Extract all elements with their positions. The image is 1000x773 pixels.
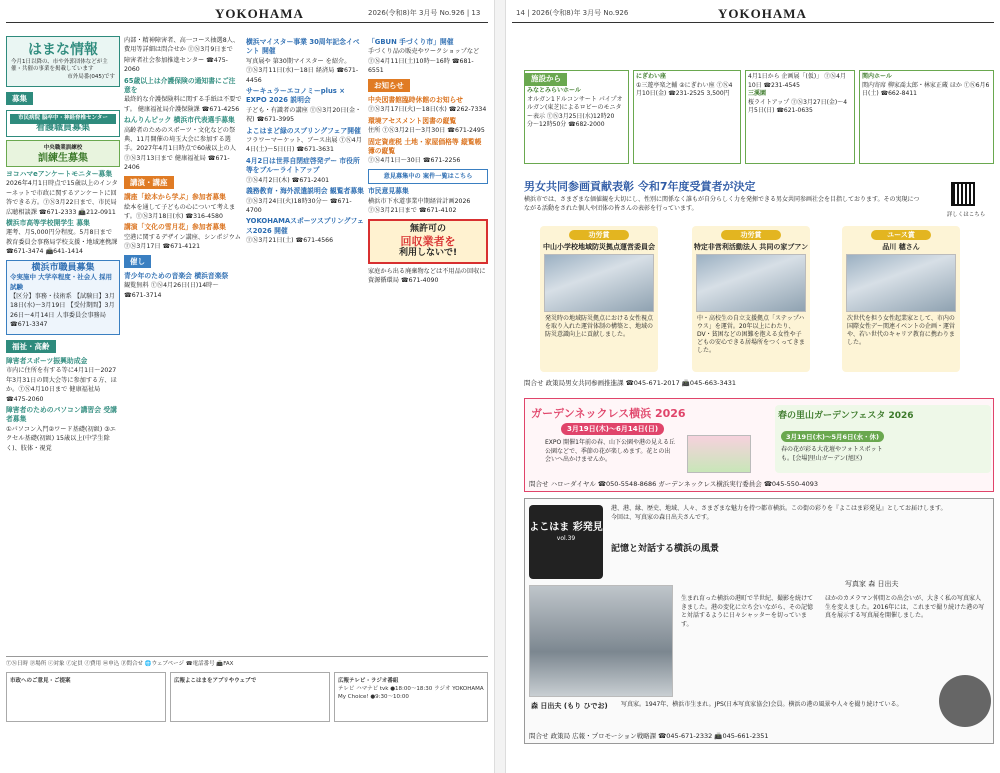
series-lead: 港、港、縁、歴史、地域、人々、さまざまな魅力を持つ都市横浜。この街の彩りを『よこはま彩発見』としてお届けします。今回は、写真家の森日出夫さんです。	[611, 505, 947, 521]
author-bio: 写真家。1947年、横浜市生まれ。JPS(日本写真家協会)会員。横浜の港の風景や人々を撮り続けている。	[621, 701, 903, 708]
item-title: サーキュラーエコノミーplus × EXPO 2026 説明会	[246, 87, 345, 105]
ad-line: 無許可の	[409, 223, 446, 234]
item-body: 家庭から出る廃棄物などは不用品の回収に 資源循環局 ☎671-4090	[368, 267, 486, 284]
cityscape-photo	[529, 585, 673, 697]
author-caption: 森 日出夫 (もり ひでお)	[531, 702, 608, 710]
item-body: ⓉⓃ4月2日(木) ☎671-2401	[246, 176, 330, 184]
item-body: ⓉⓃ3月21日(土) ☎671-4566	[246, 237, 334, 245]
award-name: 品川 穂さん	[882, 243, 920, 251]
item-title: 講演「文化の雪月花」参加者募集	[124, 223, 226, 232]
garden-desc: 春の花が彩る大花壇やフォトスポットも。[会場]里山ガーデン(旭区)	[781, 446, 883, 462]
garden-desc: EXPO 開催1年前の春、山下公園や港の見える丘公園などで、季節の花が楽しめます。花との出会いへ出かけませんか。	[545, 439, 675, 463]
award-label: 功労賞	[721, 230, 781, 240]
item-title: 横浜市高等学校開学生 募集	[6, 219, 90, 228]
garden-title: ガーデンネックレス横浜 2026	[531, 407, 686, 420]
item-title: よこはまど緑のスプリングフェア開催	[246, 126, 361, 135]
banner-title: 看護職員募集	[35, 122, 90, 133]
column-4	[368, 36, 488, 648]
item-title: 障害者のためのパソコン講習会 受講者募集	[6, 405, 117, 424]
nurse-recruit-banner[interactable]	[6, 110, 120, 137]
item-title: 障害者スポーツ振興助成金	[6, 356, 88, 365]
facility-body: オルガン1ドルコンサート パイプオルガン(東芝)によるロビーのモニター表示 ⓉⓃ3月25日(水)12時20分〜12時50分 ☎682-2000	[527, 95, 623, 128]
award-desc: 発災時の地域防災拠点における女性視点を取り入れた運営体制の構築と、地域の防災意識向上に貢献しました。	[545, 315, 654, 338]
garden-mascot	[687, 435, 751, 473]
item-body: 住所 ⓉⓃ3月2日〜3月30日 ☎671-2495	[368, 127, 485, 135]
section-seminar: 講演・講座	[124, 176, 174, 189]
item-body: ⓉⓃ4月1日〜30日 ☎671-2256	[368, 157, 461, 165]
item-title: 「GBUN 手づくり市」開催	[368, 38, 454, 46]
series-author: 写真家 森 日出夫	[845, 580, 899, 588]
facility-title: 関内ホール	[862, 73, 892, 80]
page-header-logo: YOKOHAMA	[215, 6, 304, 21]
garden-title: 春の里山ガーデンフェスタ 2026	[778, 411, 914, 421]
logo-sub: 市外局番(045)です	[67, 74, 115, 80]
item-body: 空港に関するデザイン講座、シンポジウム ⓉⓃ3月17日 ☎671-4121	[124, 233, 241, 251]
award-name: 特定非営利活動法人 共同の家プアン	[693, 243, 809, 251]
series-title: 記憶と対話する横浜の風景	[611, 544, 720, 554]
banner-head: 中央職業訓練校	[43, 145, 83, 152]
item-title: 青少年のための音楽会 横浜音楽祭	[124, 271, 229, 280]
award-card-1	[540, 226, 658, 372]
item-body: 写真展や 第30期マイスター を紹介。ⓉⓃ3月11日(水)〜18日 経済局 ☎671-4456	[246, 57, 359, 84]
award-label: 功労賞	[569, 230, 629, 240]
item-title: 義務教育・海外派遣説明会 観覧者募集	[246, 187, 364, 196]
award-card-3	[842, 226, 960, 372]
item-title: YOKOHAMAスポーツスプリングフェス2026 開催	[246, 217, 364, 235]
column-3	[246, 36, 364, 648]
item-body: 最終的な介護保険料に関する手紙は不要です。 健康福祉局介護保険課 ☎671-4256	[124, 96, 242, 113]
item-body: 市内に住所を有する等に4月1日〜2027年3月31日の間大会等に参加する方、ほか。ⓉⓃ4月10日まで 健康福祉局 ☎475-2060	[6, 367, 117, 403]
footer-title: 広報テレビ・ラジオ番組	[338, 678, 399, 684]
column-1	[6, 36, 120, 648]
ad-subtitle: 令実施中 大学卒程度・社会人 採用試験	[10, 273, 113, 291]
banner-title: 訓練生募集	[38, 152, 88, 164]
banner-head: 市民病院 脳卒中・神経脊椎センター	[10, 114, 116, 123]
item-body: 高齢者のためのスポーツ・文化などの祭典、11月開催の埼玉大会に参加する選手。2027年4月1日時点で60歳以上の人 ⓉⓃ3月13日まで 健康福祉局 ☎671-2406	[124, 126, 236, 172]
item-body: 障害者社会参加推進センター ☎475-2060	[124, 56, 228, 74]
author-portrait	[939, 675, 991, 727]
section-notice: お知らせ	[368, 79, 410, 92]
garden-date: 3月19日(木)〜5月6日(水・休)	[781, 431, 884, 442]
ad-line: 回収業者を	[400, 234, 456, 248]
item-title: 横浜マイスター事業 30周年記念イベント 開催	[246, 38, 360, 56]
header-rule	[512, 22, 994, 23]
award-photo	[846, 254, 956, 312]
ad-body: 【区分】事務・技術系 【試験日】3月18日(水)〜3月19日 【受付期間】3月26日〜4月14日 人事委員会事務局 ☎671-3347	[10, 292, 115, 329]
facility-body: ①三遊亭楽之輔 ②にぎわい座 ⓉⓃ4月10日(金) ☎231-2525 3,500円	[636, 81, 733, 97]
item-body: 観覧無料 ⓉⓃ4月26日(日)14時〜 ☎671-3714	[124, 282, 219, 299]
award-photo	[544, 254, 654, 312]
item-title: 講座「絵本から学ぶ」参加者募集	[124, 193, 226, 202]
facility-sankeien	[745, 70, 855, 164]
item-title: ねんりんピック 横浜市代表選手募集	[124, 116, 235, 125]
item-body: ①パソコン入門②ワード基礎(初級) ③エクセル基礎(初級) 15歳以上(中学生除く)、肢体・視覚	[6, 425, 116, 452]
hama-info-logo-box	[6, 36, 120, 87]
public-comment-link[interactable]: 意見募集中の 案件一覧はこちら	[368, 169, 488, 184]
item-body: ⓉⓃ3月17日(火)〜18日(水) ☎262-7334	[368, 106, 487, 114]
page-header-logo: YOKOHAMA	[718, 6, 807, 21]
facility-body: 桜ライトアップ ⓉⓃ3月27日(金)〜4月5日(日) ☎621-0635	[748, 98, 848, 114]
item-title: 中央図書館臨時休館のお知らせ	[368, 96, 463, 105]
logo-note: 今月1日以降の、市や外郭団体などが主催・共催の事業を掲載しています	[11, 59, 108, 72]
award-name: 中山小学校地域防災拠点運営委員会	[543, 243, 655, 251]
facility-title: みなとみらいホール	[527, 87, 581, 94]
facility-minatomirai	[524, 70, 629, 164]
footer-title: 市政へのご意見・ご提案	[10, 678, 71, 684]
award-contact	[524, 378, 736, 387]
item-body: 内部・精神障害者、高一コース抽選8人、費用等詳細は問合せか ⓉⓃ3月9日まで	[124, 37, 240, 54]
illegal-collector-ad	[368, 219, 488, 264]
award-photo	[696, 254, 806, 312]
header-rule	[6, 22, 488, 23]
item-title: 市民意見募集	[368, 187, 409, 196]
issue-number: 14 | 2026(令和8)年 3月号 No.926	[516, 9, 629, 17]
section-welfare: 福祉・高齢	[6, 340, 56, 353]
section-facility: 施設から	[525, 73, 567, 86]
facility-nigiwaiza	[633, 70, 741, 164]
footer-body: テレビ ハマナビ tvk ●18:00〜18:30 ラジオ YOKOHAMA My Choice! ●9:30〜10:00	[338, 686, 484, 700]
facility-title: 三溪園	[748, 90, 767, 97]
ad-title: 横浜市職員募集	[31, 262, 95, 273]
footer-opinion	[6, 672, 166, 722]
garden-section	[524, 398, 994, 492]
item-body: 横浜市下水道事業中期経営計画2026 ⓉⓃ3月21日まで ☎671-4102	[368, 197, 471, 215]
series-logo	[529, 505, 603, 579]
column-2	[124, 36, 242, 648]
series-body: ほかのカメラマン仲間との出会いが、大きく私の写真家人生を変えました。2016年には、これまで撮り続けた港の写真を展示する写真展を開催しました。	[825, 595, 985, 619]
item-body: 子ども・有識者の講座 ⓉⓃ3月20日(金・祝) ☎671-3995	[246, 106, 362, 124]
series-contact: 問合せ 政策局 広報・プロモーション戦略課 ☎045-671-2332 📠045-661-2351	[529, 732, 769, 740]
item-body: 絵本を通して子どもの心について考えます。ⓉⓃ3月18日(水) ☎316-4580	[124, 203, 236, 220]
facility-body: 4月1日から 企画展「(仮)」 ⓉⓃ4月10日 ☎231-4545	[748, 73, 846, 89]
page-gutter	[494, 0, 506, 773]
qr-label: 詳しくはこちら	[946, 212, 986, 218]
series-logo-text: よこはま 彩発見	[529, 522, 603, 533]
satoyama-box	[775, 405, 991, 473]
award-qr-code[interactable]	[951, 182, 975, 206]
left-page	[0, 0, 494, 773]
ad-line: 利用しないで!	[398, 247, 458, 258]
garden-contact: 問合せ ハローダイヤル ☎050-5548-8686 ガーデンネックレス横浜実行委員会 ☎045-550-4093	[529, 480, 818, 488]
award-desc: 中・高校生の自立支援拠点「ステップハウス」を運営。20年以上にわたり、DV・貧困などの困難を抱える女性や子どもの安心できる居場所をつくってきました。	[697, 315, 805, 354]
trainee-recruit-banner[interactable]	[6, 140, 120, 167]
item-body: 運考、月5,000円分程度。5月8日まで 教育委員会事務局学校支援・地域連携課 ☎671-3474 📠641-1414	[6, 229, 118, 256]
series-body: 生まれ育った横浜の港町で半世紀、撮影を続けてきました。港の変化に立ち会いながら、その記憶と対話するように日々シャッターを切っています。	[681, 595, 814, 628]
hama-info-logo: はまな情報	[28, 42, 98, 58]
legend: ⓉⓃ日時 ⓟ場所 ⓒ対象 ⓕ定員 ⓕ費用 ⓜ申込 ⓟ問合せ 🌐ウェブページ ☎電話番号 📠FAX	[6, 656, 488, 667]
city-staff-ad[interactable]	[6, 260, 120, 335]
section-recruit: 募集	[6, 92, 33, 105]
award-label: ユース賞	[871, 230, 931, 240]
item-title: 固定資産税 土地・家屋価格等 縦覧帳簿の縦覧	[368, 137, 482, 156]
issue-number: 2026(令和8)年 3月号 No.926 | 13	[368, 9, 481, 17]
award-title: 男女共同参画貢献表彰 令和7年度受賞者が決定	[524, 180, 756, 193]
award-desc: 次世代を担う女性起業家として、市内の国際女性デー関連イベントの企画・運営や、若い世代のキャリア教育に携わりました。	[847, 315, 956, 346]
award-lead: 横浜市では、さまざまな価値観を大切にし、性別に関係なく誰もが自分らしく力を発揮できる男女共同参画社会を目指しております。その実現につながる活動をされた個人や団体の皆さんの表彰を行っています。	[524, 196, 920, 212]
item-title: ヨコハマeアンケートモニター募集	[6, 170, 113, 179]
series-vol: vol.39	[556, 535, 576, 542]
item-title: 4月2日は世界自閉症啓発デー 市役所等をブルーライトアップ	[246, 156, 360, 175]
color-discovery-section	[524, 498, 994, 744]
contact-text: 問合せ 政策局男女共同参画推進課 ☎045-671-2017 📠045-663-3431	[524, 379, 736, 387]
garden-date: 3月19日(木)〜6月14日(日)	[561, 423, 664, 435]
section-event: 催し	[124, 255, 151, 268]
award-card-2	[692, 226, 810, 372]
item-body: 2026年4月1日時点で15歳以上のインターネットで市政に関するアンケートに回答できる方。ⓉⓃ3月22日まで、市民局広聴相談課 ☎671-2333 📠212-0911	[6, 180, 118, 216]
facility-body: 関内寄席 柳家喬太郎・林家正蔵 ほか ⓉⓃ6月6日(土) ☎662-8411	[862, 81, 990, 97]
item-title: 65歳以上は介護保険の通知書にご注意を	[124, 76, 236, 95]
item-title: 環境アセスメント図書の縦覧	[368, 116, 457, 125]
item-body: ⓉⓃ3月24日(火)18時30分〜 ☎671-4700	[246, 197, 352, 214]
item-body: フラワーマーケット、ブース出展 ⓉⓃ4月4日(土)〜5日(日) ☎671-3631	[246, 137, 362, 154]
item-body: 手づくり品の販売やワークショップなど ⓉⓃ4月11日(土)10時〜16時 ☎681-6551	[368, 48, 480, 75]
footer-broadcast	[334, 672, 488, 722]
facility-kannai-hall	[859, 70, 994, 164]
facility-title: にぎわい座	[636, 73, 667, 80]
footer-app	[170, 672, 330, 722]
right-page	[506, 0, 1000, 773]
footer-title: 広報よこはまをアプリやウェブで	[174, 678, 257, 684]
